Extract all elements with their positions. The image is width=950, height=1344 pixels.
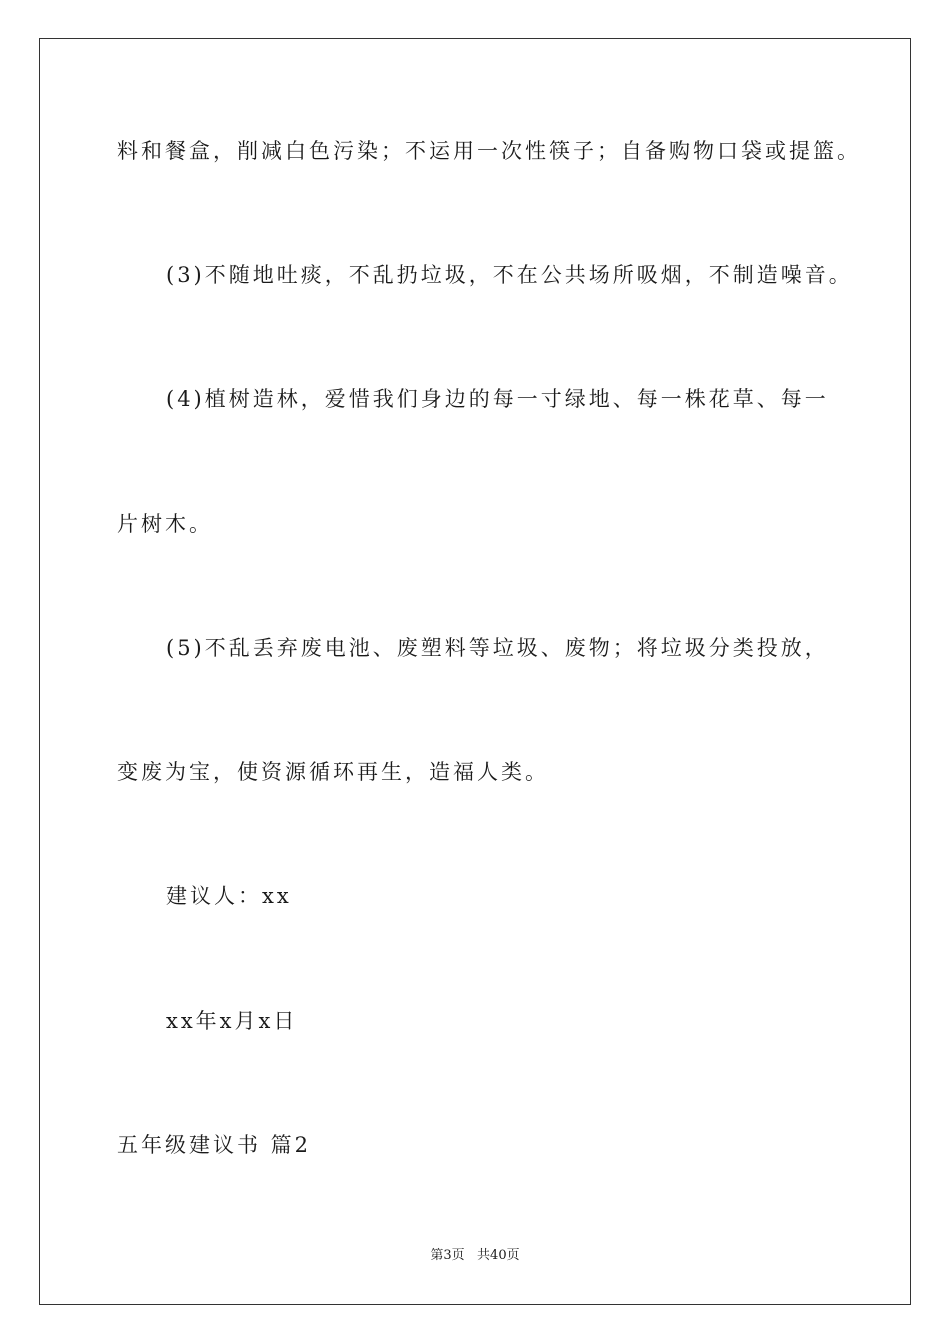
paragraph-line-1: 料和餐盒，削减白色污染；不运用一次性筷子；自备购物口袋或提篮。 xyxy=(117,139,861,163)
page-border xyxy=(39,38,911,1305)
paragraph-line-5: (5)不乱丢弃废电池、废塑料等垃圾、废物；将垃圾分类投放， xyxy=(166,636,829,660)
paragraph-line-3: (4)植树造林，爱惜我们身边的每一寸绿地、每一株花草、每一 xyxy=(166,387,829,411)
date-line: xx年x月x日 xyxy=(166,1009,298,1033)
paragraph-line-6: 变废为宝，使资源循环再生，造福人类。 xyxy=(117,760,549,784)
paragraph-line-2: (3)不随地吐痰，不乱扔垃圾，不在公共场所吸烟，不制造噪音。 xyxy=(166,263,853,287)
paragraph-line-4: 片树木。 xyxy=(117,512,213,536)
section-heading: 五年级建议书 篇2 xyxy=(117,1133,312,1157)
signature-line: 建议人：xx xyxy=(166,884,292,908)
page-footer: 第3页 共40页 xyxy=(430,1248,520,1263)
